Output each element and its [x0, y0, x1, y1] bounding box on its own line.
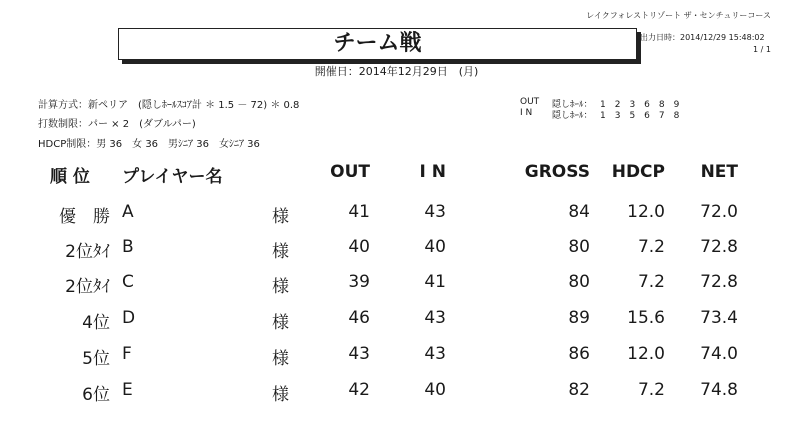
- player-name: B: [122, 237, 134, 257]
- honorific: 様: [272, 207, 289, 227]
- player-name: F: [122, 344, 132, 364]
- honorific: 様: [272, 313, 289, 333]
- in-score: 43: [424, 308, 446, 328]
- header-in: I N: [419, 162, 446, 182]
- gross-score: 89: [568, 308, 590, 328]
- gross-score: 80: [568, 237, 590, 257]
- net-score: 72.8: [700, 272, 738, 292]
- net-score: 72.0: [700, 202, 738, 222]
- out-score: 40: [348, 237, 370, 257]
- honorific: 様: [272, 349, 289, 369]
- stroke-limit: 打数制限：パー × 2 (ダブルパー): [38, 119, 196, 130]
- page-title: チーム戦: [333, 31, 422, 56]
- net-score: 74.0: [700, 344, 738, 364]
- hidden-in-text: 隠しﾎｰﾙ：: [552, 111, 593, 121]
- rank-cell: 4位: [82, 313, 110, 333]
- honorific: 様: [272, 242, 289, 262]
- header-rank: 順 位: [50, 167, 90, 187]
- player-name: C: [122, 272, 134, 292]
- honorific: 様: [272, 277, 289, 297]
- header-hdcp: HDCP: [611, 162, 665, 182]
- out-score: 42: [348, 380, 370, 400]
- rank-cell: 2位ﾀｲ: [65, 242, 110, 262]
- header-net: NET: [700, 162, 738, 182]
- player-name: E: [122, 380, 133, 400]
- hdcp-limit: HDCP制限：男 36 女 36 男ｼﾆｱ 36 女ｼﾆｱ 36: [38, 139, 260, 150]
- hdcp-value: 15.6: [627, 308, 665, 328]
- event-date: 開催日：2014年12月29日 (月): [314, 65, 479, 78]
- in-score: 41: [424, 272, 446, 292]
- honorific: 様: [272, 385, 289, 405]
- hdcp-value: 7.2: [637, 272, 665, 292]
- header-player: プレイヤー名: [122, 167, 223, 187]
- player-name: D: [122, 308, 136, 328]
- out-score: 46: [348, 308, 370, 328]
- header-out: OUT: [330, 162, 370, 182]
- net-score: 72.8: [700, 237, 738, 257]
- hdcp-value: 12.0: [627, 344, 665, 364]
- header-gross: GROSS: [524, 162, 590, 182]
- hidden-in-label: I N: [520, 108, 533, 118]
- page-number: 1 / 1: [753, 45, 771, 54]
- net-score: 74.8: [700, 380, 738, 400]
- gross-score: 86: [568, 344, 590, 364]
- out-score: 39: [348, 272, 370, 292]
- net-score: 73.4: [700, 308, 738, 328]
- calc-method: 計算方式：新ペリア (隠しﾎｰﾙｽｺｱ計 ＊ 1.5 － 72) ＊ 0.8: [38, 100, 300, 111]
- in-score: 43: [424, 202, 446, 222]
- hidden-out-holes: 1 2 3 6 8 9: [600, 100, 680, 110]
- hdcp-value: 7.2: [637, 237, 665, 257]
- gross-score: 84: [568, 202, 590, 222]
- in-score: 40: [424, 237, 446, 257]
- hdcp-value: 7.2: [637, 380, 665, 400]
- gross-score: 80: [568, 272, 590, 292]
- in-score: 40: [424, 380, 446, 400]
- in-score: 43: [424, 344, 446, 364]
- print-datetime: 出力日時：2014/12/29 15:48:02: [640, 33, 765, 42]
- rank-cell: 5位: [82, 349, 110, 369]
- rank-cell: 6位: [82, 385, 110, 405]
- course-name: レイクフォレストリゾート ザ・センチュリーコース: [586, 11, 771, 20]
- player-name: A: [122, 202, 134, 222]
- gross-score: 82: [568, 380, 590, 400]
- hidden-out-text: 隠しﾎｰﾙ：: [552, 100, 593, 110]
- hdcp-value: 12.0: [627, 202, 665, 222]
- rank-cell: 2位ﾀｲ: [65, 277, 110, 297]
- out-score: 43: [348, 344, 370, 364]
- hidden-out-label: OUT: [520, 97, 540, 107]
- rank-cell: 優 勝: [59, 207, 110, 227]
- out-score: 41: [348, 202, 370, 222]
- hidden-in-holes: 1 3 5 6 7 8: [600, 111, 680, 121]
